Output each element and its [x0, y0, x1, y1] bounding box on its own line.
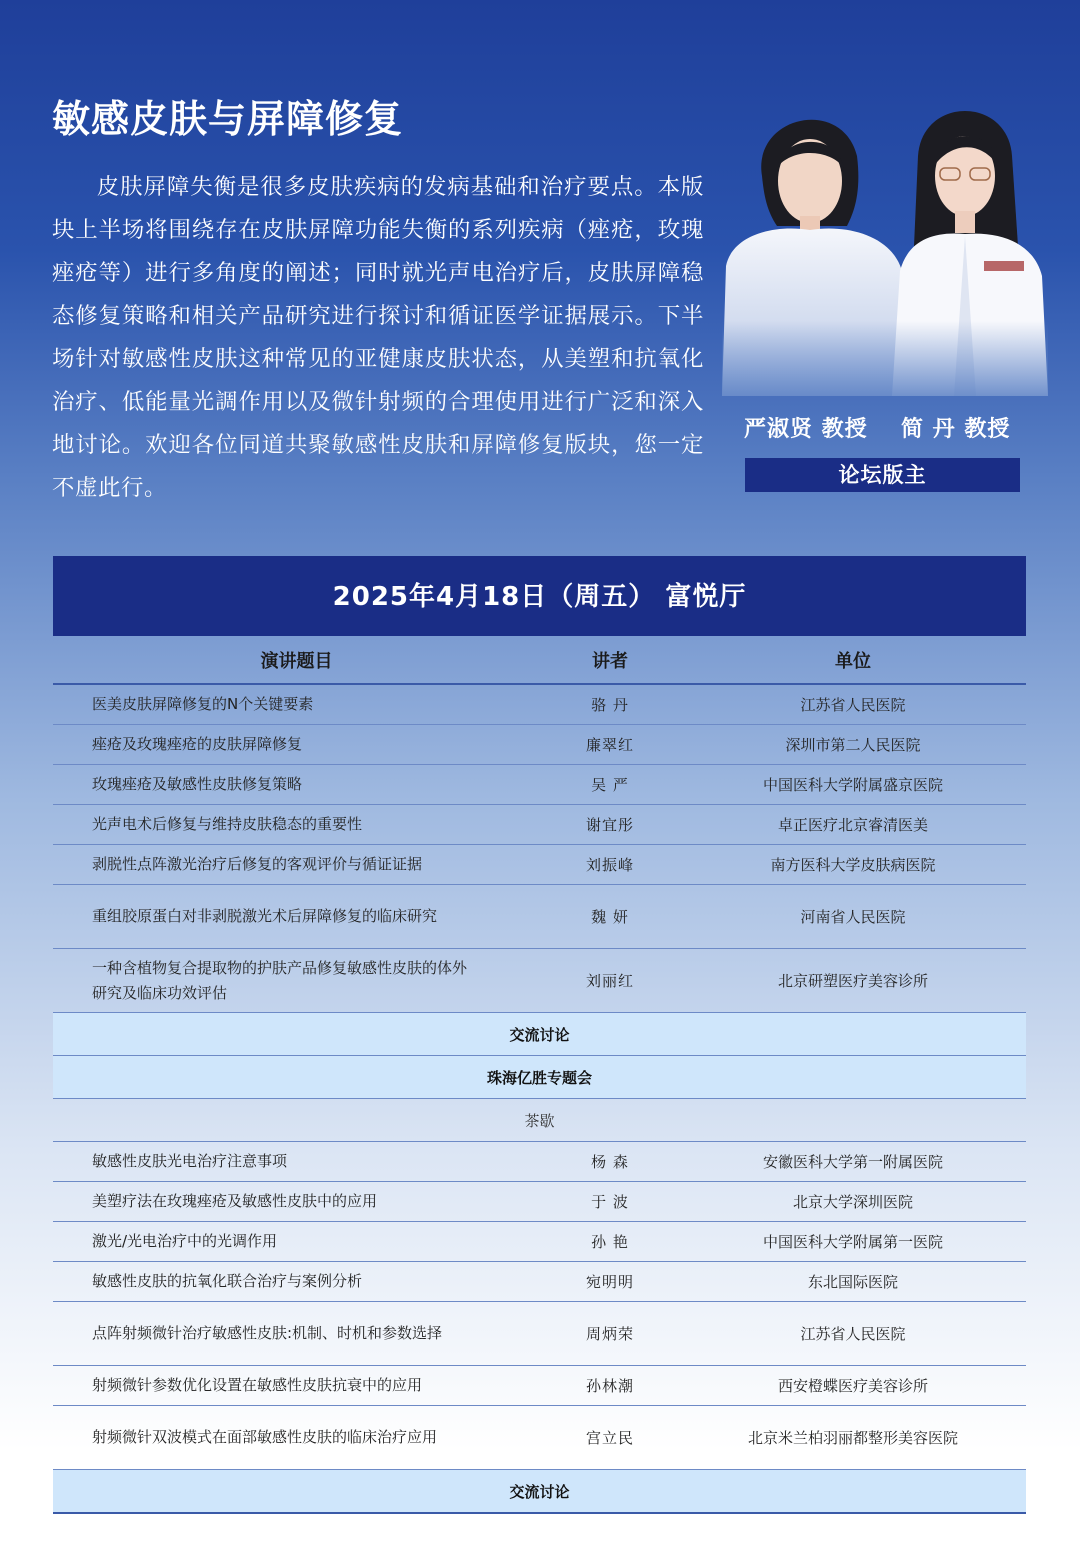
talk-topic: 敏感性皮肤光电治疗注意事项: [53, 1142, 540, 1182]
talk-institution: 北京米兰柏羽丽都整形美容医院: [680, 1406, 1026, 1470]
talk-speaker: 孙林潮: [540, 1366, 680, 1406]
talk-institution: 中国医科大学附属盛京医院: [680, 765, 1026, 805]
talk-speaker: 吴 严: [540, 765, 680, 805]
talk-speaker: 谢宜彤: [540, 805, 680, 845]
host-portraits-image: [722, 96, 1048, 396]
talk-institution: 安徽医科大学第一附属医院: [680, 1142, 1026, 1182]
talk-speaker: 周炳荣: [540, 1302, 680, 1366]
agenda-table: [53, 636, 1026, 1514]
column-header-speaker: 讲者: [540, 636, 680, 684]
talk-speaker: 于 波: [540, 1182, 680, 1222]
talk-speaker: 刘丽红: [540, 949, 680, 1013]
column-header-topic: 演讲题目: [53, 636, 540, 684]
agenda-talk-row: [53, 684, 1026, 725]
agenda-session-band: [53, 1470, 1026, 1514]
agenda-band-label: 交流讨论: [53, 1013, 1026, 1056]
talk-speaker: 宫立民: [540, 1406, 680, 1470]
talk-speaker: 骆 丹: [540, 684, 680, 725]
agenda-band-label: 交流讨论: [53, 1470, 1026, 1514]
talk-topic: 美塑疗法在玫瑰痤疮及敏感性皮肤中的应用: [53, 1182, 540, 1222]
talk-institution: 南方医科大学皮肤病医院: [680, 845, 1026, 885]
talk-topic: 点阵射频微针治疗敏感性皮肤:机制、时机和参数选择: [53, 1302, 540, 1366]
host-portraits-icon: [722, 96, 1048, 396]
talk-institution: 江苏省人民医院: [680, 1302, 1026, 1366]
agenda-talk-row: [53, 1406, 1026, 1470]
talk-topic: 重组胶原蛋白对非剥脱激光术后屏障修复的临床研究: [53, 885, 540, 949]
talk-institution: 深圳市第二人民医院: [680, 725, 1026, 765]
section-intro: 皮肤屏障失衡是很多皮肤疾病的发病基础和治疗要点。本版块上半场将围绕存在皮肤屏障功能失衡的系列疾病（痤疮，玫瑰痤疮等）进行多角度的阐述；同时就光声电治疗后，皮肤屏障稳态修复策略和相关产品研究进行探讨和循证医学证据展示。下半场针对敏感性皮肤这种常见的亚健康皮肤状态，从美塑和抗氧化治疗、低能量光調作用以及微针射频的合理使用进行广泛和深入地讨论。欢迎各位同道共聚敏感性皮肤和屏障修复版块，您一定不虚此行。: [52, 174, 704, 501]
agenda-talk-row: [53, 1142, 1026, 1182]
talk-speaker: 廉翠红: [540, 725, 680, 765]
agenda-session-band: [53, 1013, 1026, 1056]
talk-topic: 激光/光电治疗中的光调作用: [53, 1222, 540, 1262]
host-role-badge: 论坛版主: [745, 458, 1020, 492]
talk-topic: 敏感性皮肤的抗氧化联合治疗与案例分析: [53, 1262, 540, 1302]
section-title: 敏感皮肤与屏障修复: [52, 97, 404, 141]
talk-institution: 东北国际医院: [680, 1262, 1026, 1302]
talk-topic: 医美皮肤屏障修复的N个关键要素: [53, 684, 540, 725]
talk-institution: 江苏省人民医院: [680, 684, 1026, 725]
talk-topic: 玫瑰痤疮及敏感性皮肤修复策略: [53, 765, 540, 805]
agenda-table-container: [53, 556, 1026, 1514]
agenda-talk-row: [53, 1222, 1026, 1262]
talk-institution: 中国医科大学附属第一医院: [680, 1222, 1026, 1262]
agenda-date-venue-header: 2025年4月18日（周五） 富悦厅: [53, 556, 1026, 636]
agenda-body: [53, 684, 1026, 1513]
agenda-talk-row: [53, 1182, 1026, 1222]
agenda-band-label: 茶歇: [53, 1099, 1026, 1142]
talk-topic: 剥脱性点阵激光治疗后修复的客观评价与循证证据: [53, 845, 540, 885]
talk-topic: 一种含植物复合提取物的护肤产品修复敏感性皮肤的体外研究及临床功效评估: [53, 949, 540, 1013]
talk-speaker: 刘振峰: [540, 845, 680, 885]
agenda-band-label: 珠海亿胜专题会: [53, 1056, 1026, 1099]
agenda-talk-row: [53, 1262, 1026, 1302]
agenda-talk-row: [53, 949, 1026, 1013]
talk-topic: 射频微针双波模式在面部敏感性皮肤的临床治疗应用: [53, 1406, 540, 1470]
talk-institution: 河南省人民医院: [680, 885, 1026, 949]
talk-speaker: 杨 森: [540, 1142, 680, 1182]
agenda-break-row: [53, 1099, 1026, 1142]
talk-institution: 卓正医疗北京睿清医美: [680, 805, 1026, 845]
host-name-2: 简 丹 教授: [901, 417, 1011, 442]
agenda-talk-row: [53, 885, 1026, 949]
talk-speaker: 魏 妍: [540, 885, 680, 949]
talk-topic: 光声电术后修复与维持皮肤稳态的重要性: [53, 805, 540, 845]
talk-topic: 射频微针参数优化设置在敏感性皮肤抗衰中的应用: [53, 1366, 540, 1406]
agenda-column-header-row: [53, 636, 1026, 684]
host-name-1: 严淑贤 教授: [744, 417, 868, 442]
talk-speaker: 孙 艳: [540, 1222, 680, 1262]
talk-institution: 西安橙蝶医疗美容诊所: [680, 1366, 1026, 1406]
agenda-talk-row: [53, 1302, 1026, 1366]
agenda-talk-row: [53, 805, 1026, 845]
agenda-talk-row: [53, 765, 1026, 805]
agenda-session-band: [53, 1056, 1026, 1099]
agenda-talk-row: [53, 725, 1026, 765]
talk-speaker: 宛明明: [540, 1262, 680, 1302]
talk-topic: 痤疮及玫瑰痤疮的皮肤屏障修复: [53, 725, 540, 765]
agenda-talk-row: [53, 1366, 1026, 1406]
talk-institution: 北京研塑医疗美容诊所: [680, 949, 1026, 1013]
talk-institution: 北京大学深圳医院: [680, 1182, 1026, 1222]
agenda-talk-row: [53, 845, 1026, 885]
column-header-institution: 单位: [680, 636, 1026, 684]
